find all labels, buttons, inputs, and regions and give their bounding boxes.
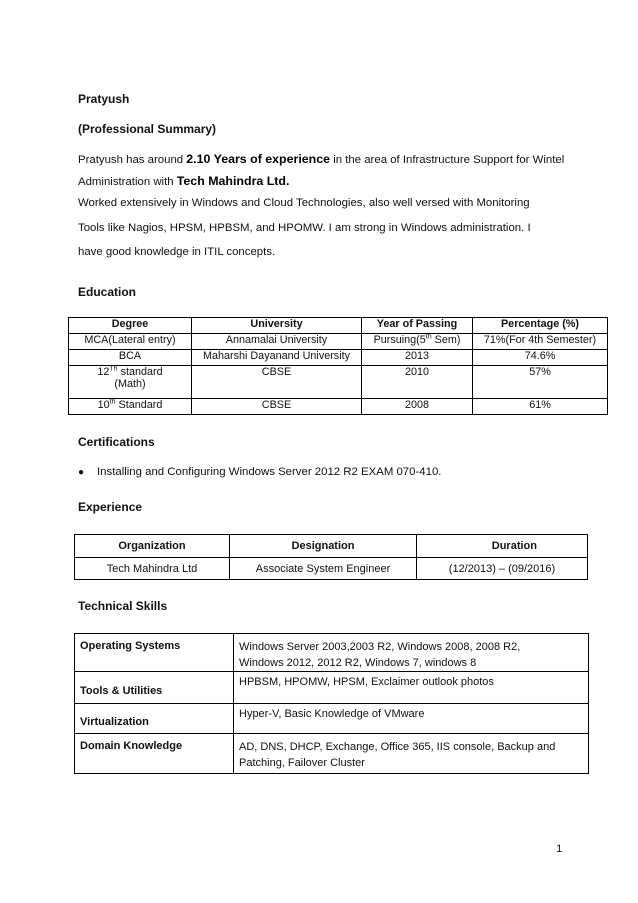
- experience-duration: (12/2013) – (09/2016): [417, 558, 588, 580]
- education-degree-line2: (Math): [114, 378, 146, 390]
- skill-value-line2: Patching, Failover Cluster: [239, 757, 365, 769]
- education-degree: [69, 399, 192, 415]
- skill-value-line2: Windows 2012, 2012 R2, Windows 7, windows 8: [239, 657, 477, 669]
- table-row: [69, 366, 608, 399]
- summary-line-3: Worked extensively in Windows and Cloud Technologies, also well versed with Monitoring: [78, 197, 530, 209]
- experience-header-organization: Organization: [75, 535, 230, 558]
- education-degree: BCA: [69, 350, 192, 366]
- education-year: 2013: [362, 350, 473, 366]
- list-item: [78, 465, 84, 480]
- education-percentage: 57%: [473, 366, 608, 399]
- summary-line-5: have good knowledge in ITIL concepts.: [78, 246, 276, 258]
- experience-designation: Associate System Engineer: [230, 558, 417, 580]
- education-header-row: [69, 318, 608, 334]
- education-year: [362, 334, 473, 350]
- summary-line-4: Tools like Nagios, HPSM, HPBSM, and HPOMW. I am strong in Windows administration. I: [78, 222, 531, 234]
- page-number: 1: [556, 843, 563, 855]
- summary-line-2: [78, 174, 289, 189]
- table-row: [69, 350, 608, 366]
- skill-value: [234, 734, 589, 774]
- table-row: [69, 334, 608, 350]
- education-title: Education: [78, 285, 137, 299]
- skill-value-line1: Windows Server 2003,2003 R2, Windows 2008, 2008 R2,: [239, 641, 521, 653]
- education-header-university: University: [192, 318, 362, 334]
- education-year: 2010: [362, 366, 473, 399]
- education-year-pre: Pursuing(5: [373, 334, 426, 346]
- experience-years: 2.10 Years of experience: [186, 152, 331, 166]
- table-row: [75, 704, 589, 734]
- education-header-degree: Degree: [69, 318, 192, 334]
- table-row: [75, 634, 589, 672]
- skill-label: Domain Knowledge: [75, 734, 234, 774]
- company-name: Tech Mahindra Ltd.: [176, 174, 290, 188]
- skill-label: Tools & Utilities: [75, 672, 234, 704]
- education-header-percentage: Percentage (%): [473, 318, 608, 334]
- education-university: Maharshi Dayanand University: [192, 350, 362, 366]
- education-degree-sup: th: [109, 398, 116, 406]
- experience-header-row: [75, 535, 588, 558]
- candidate-name: Pratyush: [78, 92, 130, 106]
- skill-value: Hyper-V, Basic Knowledge of VMware: [234, 704, 589, 734]
- summary-line-1-post: in the area of Infrastructure Support for Wintel: [330, 154, 565, 166]
- education-degree-pre: 10: [97, 399, 110, 411]
- summary-line-1: [78, 152, 564, 167]
- education-degree: [69, 366, 192, 399]
- experience-header-duration: Duration: [417, 535, 588, 558]
- education-year-post: Sem): [431, 334, 461, 346]
- education-university: Annamalai University: [192, 334, 362, 350]
- summary-line-1-pre: Pratyush has around: [78, 154, 187, 166]
- education-year: 2008: [362, 399, 473, 415]
- education-degree-post: standard: [117, 366, 163, 378]
- skill-value-line1: AD, DNS, DHCP, Exchange, Office 365, IIS console, Backup and: [239, 741, 556, 753]
- table-row: [75, 734, 589, 774]
- experience-table: [74, 534, 588, 580]
- education-university: CBSE: [192, 366, 362, 399]
- education-degree: MCA(Lateral entry): [69, 334, 192, 350]
- skill-label: Virtualization: [75, 704, 234, 734]
- skill-label: Operating Systems: [75, 634, 234, 672]
- education-percentage: 71%(For 4th Semester): [473, 334, 608, 350]
- education-table: [68, 317, 608, 415]
- education-percentage: 74.6%: [473, 350, 608, 366]
- skill-value: HPBSM, HPOMW, HPSM, Exclaimer outlook photos: [234, 672, 589, 704]
- summary-title: (Professional Summary): [78, 122, 217, 136]
- skills-title: Technical Skills: [78, 599, 168, 613]
- summary-line-2-pre: Administration with: [78, 176, 177, 188]
- experience-organization: Tech Mahindra Ltd: [75, 558, 230, 580]
- education-degree-pre: 12: [97, 366, 110, 378]
- education-percentage: 61%: [473, 399, 608, 415]
- certification-item: Installing and Configuring Windows Server 2012 R2 EXAM 070-410.: [97, 466, 442, 478]
- experience-title: Experience: [78, 500, 143, 514]
- education-header-year: Year of Passing: [362, 318, 473, 334]
- table-row: [69, 399, 608, 415]
- table-row: [75, 558, 588, 580]
- experience-header-designation: Designation: [230, 535, 417, 558]
- education-university: CBSE: [192, 399, 362, 415]
- table-row: [75, 672, 589, 704]
- education-degree-post: Standard: [115, 399, 163, 411]
- skills-table: [74, 633, 589, 774]
- skill-value: [234, 634, 589, 672]
- education-year-sup: th: [425, 333, 432, 341]
- certifications-title: Certifications: [78, 435, 155, 449]
- bullet-icon: ●: [78, 467, 85, 478]
- education-degree-sup: Th: [109, 365, 118, 373]
